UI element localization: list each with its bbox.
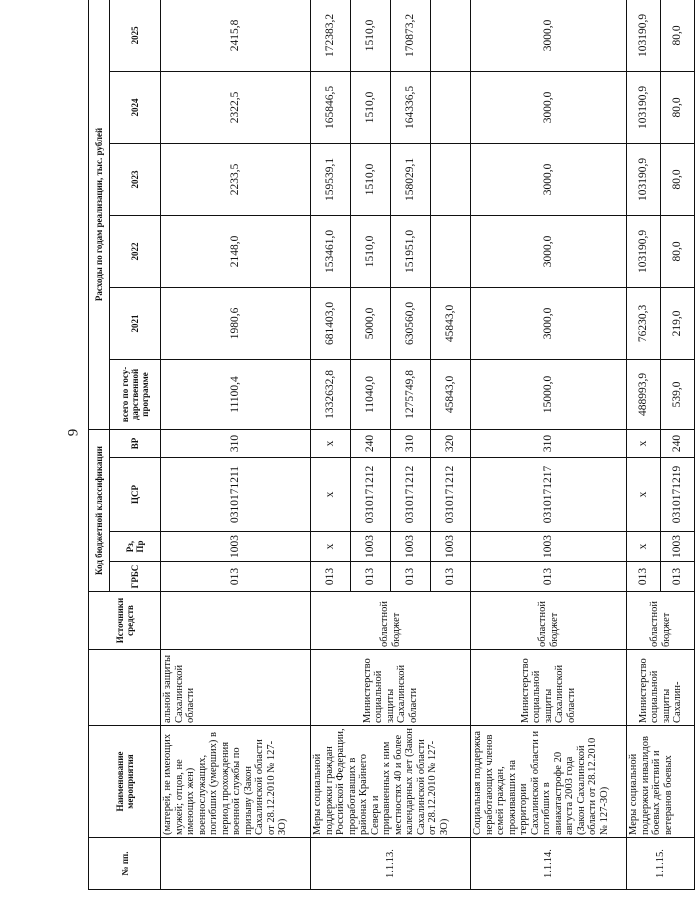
header-2024: 2024	[110, 71, 161, 143]
header-num: № пп.	[89, 838, 161, 890]
cell-2021: 3000,0	[471, 287, 627, 359]
cell-csr: х	[311, 458, 351, 532]
header-name: Наименование мероприятия	[89, 726, 161, 838]
header-2025: 2025	[110, 0, 161, 71]
cell-2024: 1510,0	[351, 71, 391, 143]
page-number: 9	[65, 428, 82, 437]
cell-grbs: 013	[661, 562, 695, 592]
cell-total: 488993,9	[627, 359, 661, 429]
cell-2025: 103190,9	[627, 0, 661, 71]
cell-2024: 3000,0	[471, 71, 627, 143]
cell-2023: 1510,0	[351, 143, 391, 215]
cell-2022	[431, 215, 471, 287]
table-row	[471, 0, 627, 890]
cell-grbs: 013	[471, 562, 627, 592]
cell-vr: 310	[391, 429, 431, 457]
cell-2022: 3000,0	[471, 215, 627, 287]
cell-vr: 310	[161, 429, 311, 457]
cell-vr: 240	[661, 429, 695, 457]
table-row	[311, 0, 351, 890]
cell-grbs: 013	[351, 562, 391, 592]
cell-grbs: 013	[391, 562, 431, 592]
cell-2022: 153461,0	[311, 215, 351, 287]
header-grbs: ГРБС	[110, 562, 161, 592]
cell-vr: 310	[471, 429, 627, 457]
executor: Министерство социальной защиты Сахалинской области	[311, 650, 471, 726]
cell-total: 1275749,8	[391, 359, 431, 429]
cell-2022: 103190,9	[627, 215, 661, 287]
executor: Министерство социальной защиты Сахалинской области	[471, 650, 627, 726]
cell-2024: 103190,9	[627, 71, 661, 143]
funding-source	[161, 592, 311, 650]
cell-rzpr: 1003	[351, 532, 391, 562]
cell-2025	[431, 0, 471, 71]
cell-2025: 2415,8	[161, 0, 311, 71]
row-number	[161, 838, 311, 890]
cell-rzpr: 1003	[431, 532, 471, 562]
cell-rzpr: 1003	[161, 532, 311, 562]
cell-2021: 681403,0	[311, 287, 351, 359]
cell-2022: 80,0	[661, 215, 695, 287]
cell-2025: 80,0	[661, 0, 695, 71]
cell-total: 11100,4	[161, 359, 311, 429]
measure-name: (матерей, не имеющих мужей; отцов, не имеющих жен) военнослужащих, погибших (умерших) в период прохождения военной службы по призыву (Закон Сахалинской области от 28.12.2010 № 127-ЗО)	[161, 726, 311, 838]
cell-2021: 630560,0	[391, 287, 431, 359]
measure-name: Социальная поддержка неработающих членов семей граждан, проживавших на территории Сахалинской области и погибших в авиакатастрофе 20 августа 2003 года (Закон Сахалинской области от 28.12.2010 № 127-ЗО)	[471, 726, 627, 838]
cell-vr: х	[311, 429, 351, 457]
cell-2023: 158029,1	[391, 143, 431, 215]
cell-vr: х	[627, 429, 661, 457]
cell-csr: 0310171212	[391, 458, 431, 532]
rotated-table-wrapper	[88, 0, 683, 890]
executor: альной защиты Сахалинской области	[161, 650, 311, 726]
cell-2021: 219,0	[661, 287, 695, 359]
cell-2023	[431, 143, 471, 215]
table-row	[161, 0, 311, 890]
header-total: всего по госу- дарственной программе	[110, 359, 161, 429]
cell-total: 1332632,8	[311, 359, 351, 429]
cell-2024: 164336,5	[391, 71, 431, 143]
cell-vr: 320	[431, 429, 471, 457]
cell-csr: х	[627, 458, 661, 532]
header-row-1	[89, 0, 110, 890]
measure-name: Меры социальной поддержки граждан Российской Федерации, проработавших в районах Крайнего Севера и приравненных к ним местностях 40 и более календарных лет (Закон Сахалинской области от 28.12.2010 № 127-ЗО)	[311, 726, 471, 838]
header-2022: 2022	[110, 215, 161, 287]
cell-2021: 45843,0	[431, 287, 471, 359]
cell-2022: 2148,0	[161, 215, 311, 287]
header-budget-code: Код бюджетной классификации	[89, 429, 110, 591]
header-2021: 2021	[110, 287, 161, 359]
cell-rzpr: 1003	[471, 532, 627, 562]
cell-2023: 159539,1	[311, 143, 351, 215]
cell-2023: 2233,5	[161, 143, 311, 215]
measure-name: Меры социальной поддержки инвалидов боевых действий и ветеранов боевых	[627, 726, 695, 838]
funding-source: областной бюджет	[627, 592, 695, 650]
row-number: 1.1.13.	[311, 838, 471, 890]
cell-total: 11040,0	[351, 359, 391, 429]
cell-2024: 165846,5	[311, 71, 351, 143]
cell-grbs: 013	[627, 562, 661, 592]
cell-rzpr: 1003	[661, 532, 695, 562]
funding-source: областной бюджет	[311, 592, 471, 650]
cell-total: 45843,0	[431, 359, 471, 429]
cell-2023: 3000,0	[471, 143, 627, 215]
header-sources: Источники средств	[89, 592, 161, 650]
table-row	[627, 0, 661, 890]
cell-csr: 0310171211	[161, 458, 311, 532]
cell-2025: 172383,2	[311, 0, 351, 71]
budget-table	[88, 0, 695, 890]
header-rzpr: Рз, Пр	[110, 532, 161, 562]
row-number: 1.1.14.	[471, 838, 627, 890]
cell-grbs: 013	[311, 562, 351, 592]
header-csr: ЦСР	[110, 458, 161, 532]
cell-total: 539,0	[661, 359, 695, 429]
cell-grbs: 013	[431, 562, 471, 592]
cell-2022: 1510,0	[351, 215, 391, 287]
cell-csr: 0310171212	[431, 458, 471, 532]
cell-2025: 170873,2	[391, 0, 431, 71]
cell-2023: 80,0	[661, 143, 695, 215]
cell-csr: 0310171217	[471, 458, 627, 532]
header-2023: 2023	[110, 143, 161, 215]
cell-2025: 3000,0	[471, 0, 627, 71]
header-expenses: Расходы по годам реализации, тыс. рублей	[89, 0, 110, 429]
row-number: 1.1.15.	[627, 838, 695, 890]
cell-csr: 0310171212	[351, 458, 391, 532]
cell-2024	[431, 71, 471, 143]
cell-rzpr: х	[311, 532, 351, 562]
cell-2024: 80,0	[661, 71, 695, 143]
cell-grbs: 013	[161, 562, 311, 592]
cell-csr: 0310171219	[661, 458, 695, 532]
cell-2025: 1510,0	[351, 0, 391, 71]
cell-2021: 1980,6	[161, 287, 311, 359]
funding-source: областной бюджет	[471, 592, 627, 650]
cell-total: 15000,0	[471, 359, 627, 429]
cell-2024: 2322,5	[161, 71, 311, 143]
cell-vr: 240	[351, 429, 391, 457]
cell-rzpr: х	[627, 532, 661, 562]
cell-2021: 76230,3	[627, 287, 661, 359]
cell-2021: 5000,0	[351, 287, 391, 359]
header-executor	[89, 650, 161, 726]
cell-2023: 103190,9	[627, 143, 661, 215]
cell-2022: 151951,0	[391, 215, 431, 287]
header-vr: ВР	[110, 429, 161, 457]
executor: Министерство социальной защиты Сахалин-	[627, 650, 695, 726]
cell-rzpr: 1003	[391, 532, 431, 562]
